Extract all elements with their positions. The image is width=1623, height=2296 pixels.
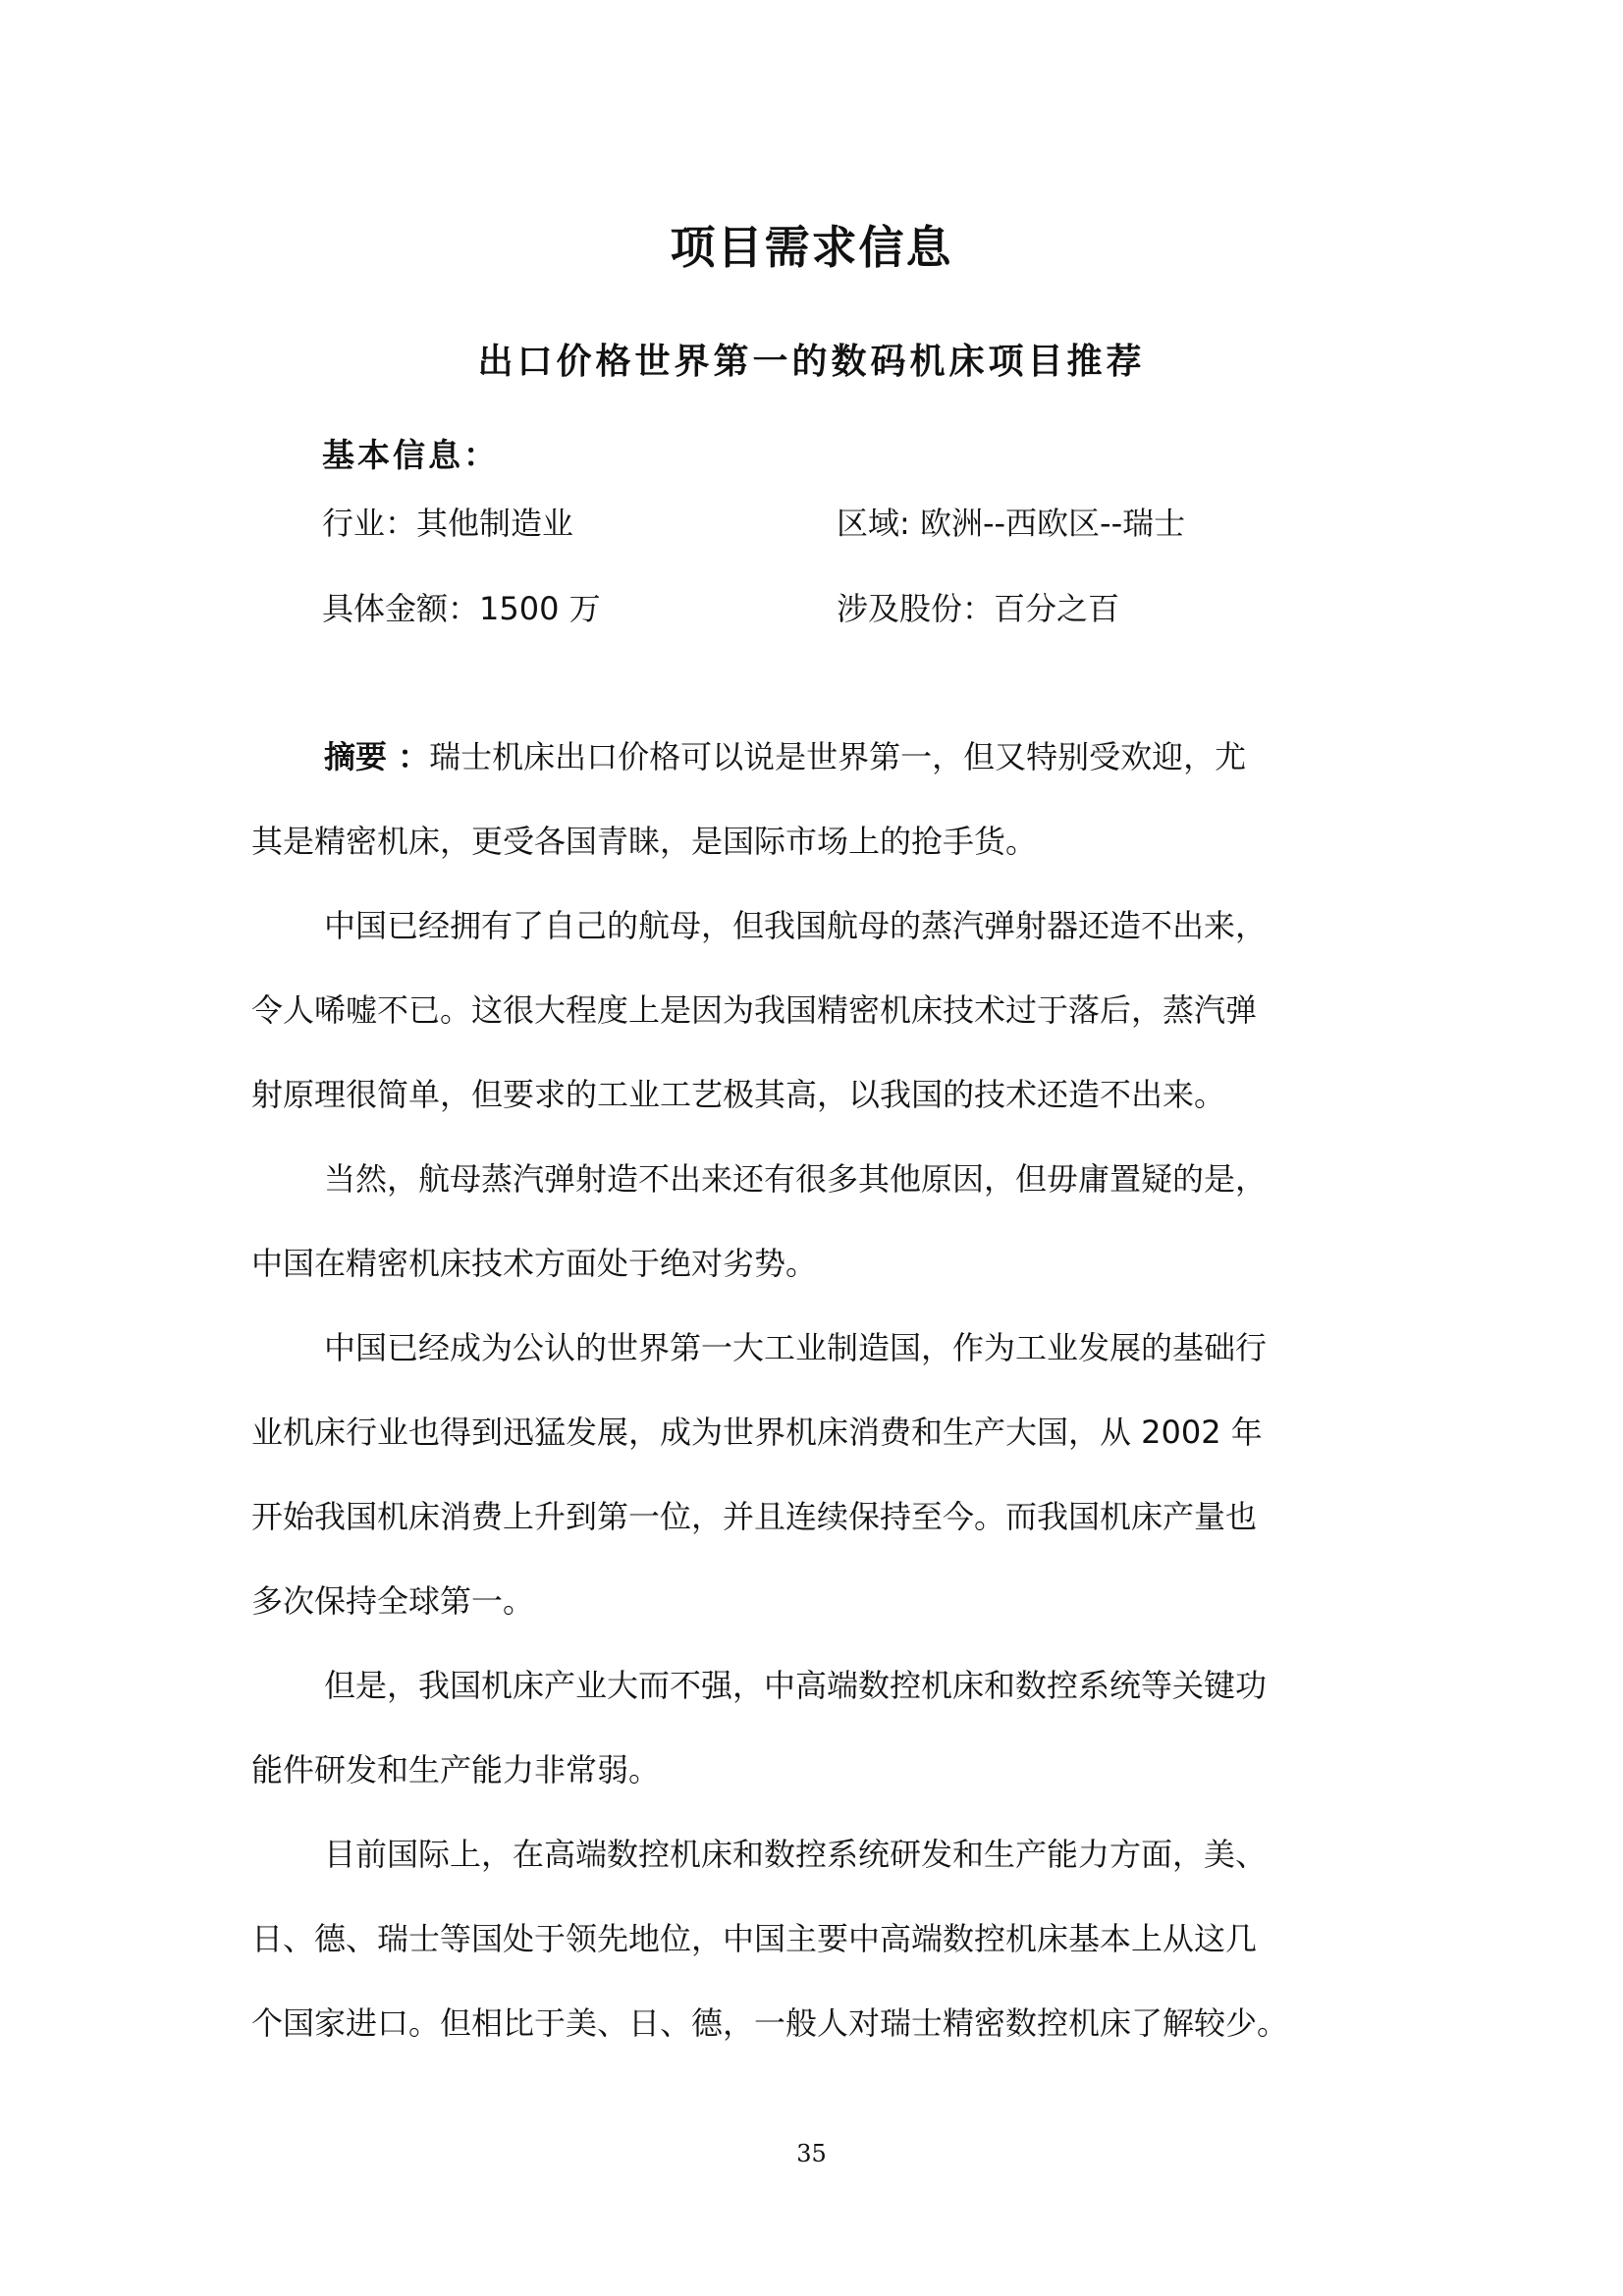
body-paragraph [251, 1812, 1390, 2065]
paragraph-line: 中国在精密机床技术方面处于绝对劣势。 [251, 1245, 818, 1282]
paragraph-line: 多次保持全球第一。 [251, 1582, 535, 1620]
paragraph-line: 其是精密机床，更受各国青睐，是国际市场上的抢手货。 [251, 823, 1038, 860]
body-paragraph [251, 1643, 1390, 1812]
abstract-label: 摘要 ： [324, 738, 430, 775]
project-subtitle: 出口价格世界第一的数码机床项目推荐 [477, 342, 1146, 382]
body-paragraph [251, 883, 1390, 1137]
page-title: 项目需求信息 [670, 221, 953, 274]
basic-info-heading: 基本信息： [322, 436, 499, 474]
paragraph-line: 摘要 ：瑞士机床出口价格可以说是世界第一，但又特别受欢迎，尤 [324, 738, 1247, 775]
paragraph-line: 当然，航母蒸汽弹射造不出来还有很多其他原因，但毋庸置疑的是， [324, 1160, 1268, 1198]
paragraph-line: 业机床行业也得到迅猛发展，成为世界机床消费和生产大国，从 2002 年 [251, 1414, 1263, 1451]
abstract-paragraph [251, 715, 1390, 883]
body-paragraph [251, 1137, 1390, 1306]
region-field: 区域: 欧洲--西欧区--瑞士 [837, 505, 1186, 542]
paragraph-line: 能件研发和生产能力非常弱。 [251, 1751, 661, 1789]
paragraph-line: 中国已经拥有了自己的航母，但我国航母的蒸汽弹射器还造不出来， [324, 907, 1268, 944]
page-number: 35 [796, 2140, 827, 2167]
shares-field: 涉及股份：百分之百 [837, 590, 1120, 627]
industry-field: 行业：其他制造业 [322, 505, 574, 542]
paragraph-line: 开始我国机床消费上升到第一位，并且连续保持至今。而我国机床产量也 [251, 1498, 1258, 1535]
paragraph-line: 中国已经成为公认的世界第一大工业制造国，作为工业发展的基础行 [324, 1329, 1268, 1366]
paragraph-line: 令人唏嘘不已。这很大程度上是因为我国精密机床技术过于落后，蒸汽弹 [251, 991, 1258, 1029]
paragraph-line: 日、德、瑞士等国处于领先地位，中国主要中高端数控机床基本上从这几 [251, 1920, 1258, 1957]
body-paragraph [251, 1306, 1390, 1643]
paragraph-line: 但是，我国机床产业大而不强，中高端数控机床和数控系统等关键功 [324, 1667, 1268, 1704]
amount-field: 具体金额：1500 万 [322, 590, 601, 627]
paragraph-line: 个国家进口。但相比于美、日、德，一般人对瑞士精密数控机床了解较少。 [251, 2004, 1289, 2042]
paragraph-line: 目前国际上，在高端数控机床和数控系统研发和生产能力方面，美、 [324, 1836, 1268, 1873]
paragraph-line: 射原理很简单，但要求的工业工艺极其高，以我国的技术还造不出来。 [251, 1076, 1226, 1113]
